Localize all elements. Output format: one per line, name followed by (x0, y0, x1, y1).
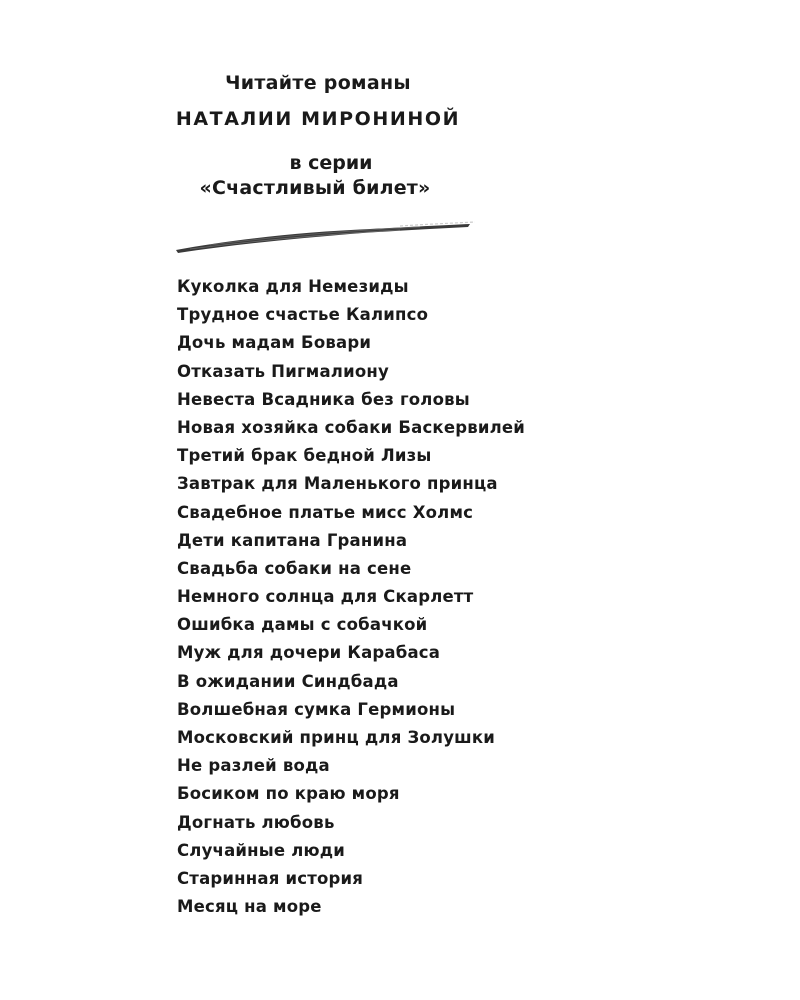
book-title: Третий брак бедной Лизы (177, 446, 432, 466)
book-title: Догнать любовь (177, 812, 335, 832)
book-title: Дочь мадам Бовари (177, 333, 372, 353)
book-title: Новая хозяйка собаки Баскервилей (177, 417, 526, 437)
book-title: Босиком по краю моря (177, 784, 400, 804)
book-title: Старинная история (177, 868, 364, 888)
intro-text: Читайте романы (225, 72, 411, 94)
book-title: Отказать Пигмалиону (177, 361, 389, 381)
book-title: Немного солнца для Скарлетт (177, 587, 474, 607)
series-label: в серии (289, 152, 373, 174)
book-title: Волшебная сумка Гермионы (177, 699, 456, 719)
book-title: Завтрак для Маленького принца (177, 474, 498, 494)
series-title: «Счастливый билет» (199, 177, 431, 199)
book-title: Московский принц для Золушки (177, 728, 496, 747)
book-list (177, 276, 525, 924)
book-title: Случайные люди (177, 840, 346, 860)
book-title: Дети капитана Гранина (177, 530, 408, 550)
book-title: Трудное счастье Калипсо (177, 305, 429, 325)
book-title: Куколка для Немезиды (177, 277, 409, 296)
brush-stroke-divider (170, 212, 480, 262)
author-name: НАТАЛИИ МИРОНИНОЙ (175, 108, 461, 130)
book-title: Свадьба собаки на сене (177, 558, 412, 578)
book-title: Ошибка дамы с собачкой (177, 615, 428, 635)
book-title: Свадебное платье мисс Холмс (177, 502, 474, 522)
book-title: В ожидании Синдбада (177, 671, 399, 691)
book-title: Муж для дочери Карабаса (177, 643, 441, 663)
book-title: Не разлей вода (177, 756, 330, 776)
book-title: Невеста Всадника без головы (177, 389, 470, 409)
book-title: Месяц на море (177, 897, 322, 917)
